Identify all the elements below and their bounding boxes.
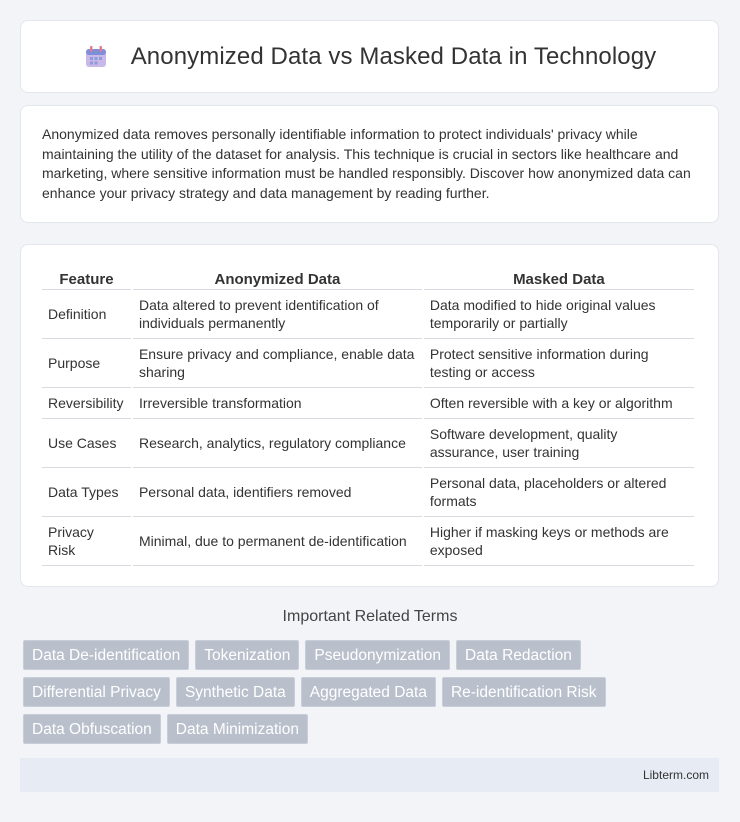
intro-text: Anonymized data removes personally identifiable information to protect individuals' privacy while maintaining the utility of the dataset for analysis. This technique is crucial in sectors like healthcare and marketing, where sensitive information must be handled responsibly. Discover how anonymized data can enhance your privacy strategy and data management by reading further. — [42, 126, 691, 201]
row-feature: Purpose — [42, 339, 131, 388]
table-row — [42, 468, 694, 517]
row-anonymized: Data altered to prevent identification of individuals permanently — [133, 290, 422, 339]
related-term-tag[interactable]: Data Minimization — [167, 714, 308, 744]
page-title: Anonymized Data vs Masked Data in Technology — [130, 42, 657, 70]
row-feature: Use Cases — [42, 419, 131, 468]
related-term-tag[interactable]: Data Obfuscation — [23, 714, 161, 744]
comparison-table-card — [20, 244, 719, 587]
related-term-tag[interactable]: Data Redaction — [456, 640, 581, 670]
row-feature: Privacy Risk — [42, 517, 131, 566]
row-masked: Often reversible with a key or algorithm — [424, 388, 694, 419]
row-masked: Higher if masking keys or methods are exposed — [424, 517, 694, 566]
comparison-table — [40, 264, 696, 566]
related-term-tag[interactable]: Data De-identification — [23, 640, 189, 670]
related-term-tag[interactable]: Re-identification Risk — [442, 677, 606, 707]
footer-site-link[interactable]: Libterm.com — [642, 768, 709, 782]
header-feature: Feature — [42, 264, 131, 290]
row-feature: Reversibility — [42, 388, 131, 419]
row-masked: Protect sensitive information during testing or access — [424, 339, 694, 388]
row-feature: Data Types — [42, 468, 131, 517]
related-terms-list — [23, 640, 723, 744]
row-anonymized: Minimal, due to permanent de-identification — [133, 517, 422, 566]
table-row — [42, 517, 694, 566]
footer — [20, 758, 719, 792]
intro-card — [20, 105, 719, 223]
header-anonymized: Anonymized Data — [133, 264, 422, 290]
table-header-row — [42, 264, 694, 290]
row-feature: Definition — [42, 290, 131, 339]
related-term-tag[interactable]: Pseudonymization — [305, 640, 450, 670]
title-card — [20, 20, 719, 93]
related-term-tag[interactable]: Tokenization — [195, 640, 299, 670]
row-anonymized: Research, analytics, regulatory compliance — [133, 419, 422, 468]
related-term-tag[interactable]: Aggregated Data — [301, 677, 436, 707]
related-term-tag[interactable]: Synthetic Data — [176, 677, 295, 707]
row-masked: Personal data, placeholders or altered formats — [424, 468, 694, 517]
related-term-tag[interactable]: Differential Privacy — [23, 677, 170, 707]
calendar-icon — [83, 44, 109, 70]
row-anonymized: Personal data, identifiers removed — [133, 468, 422, 517]
related-terms-title: Important Related Terms — [282, 608, 458, 625]
table-row — [42, 339, 694, 388]
row-masked: Software development, quality assurance, user training — [424, 419, 694, 468]
row-anonymized: Irreversible transformation — [133, 388, 422, 419]
table-row — [42, 419, 694, 468]
row-anonymized: Ensure privacy and compliance, enable data sharing — [133, 339, 422, 388]
table-row — [42, 290, 694, 339]
row-masked: Data modified to hide original values temporarily or partially — [424, 290, 694, 339]
table-row — [42, 388, 694, 419]
header-masked: Masked Data — [424, 264, 694, 290]
